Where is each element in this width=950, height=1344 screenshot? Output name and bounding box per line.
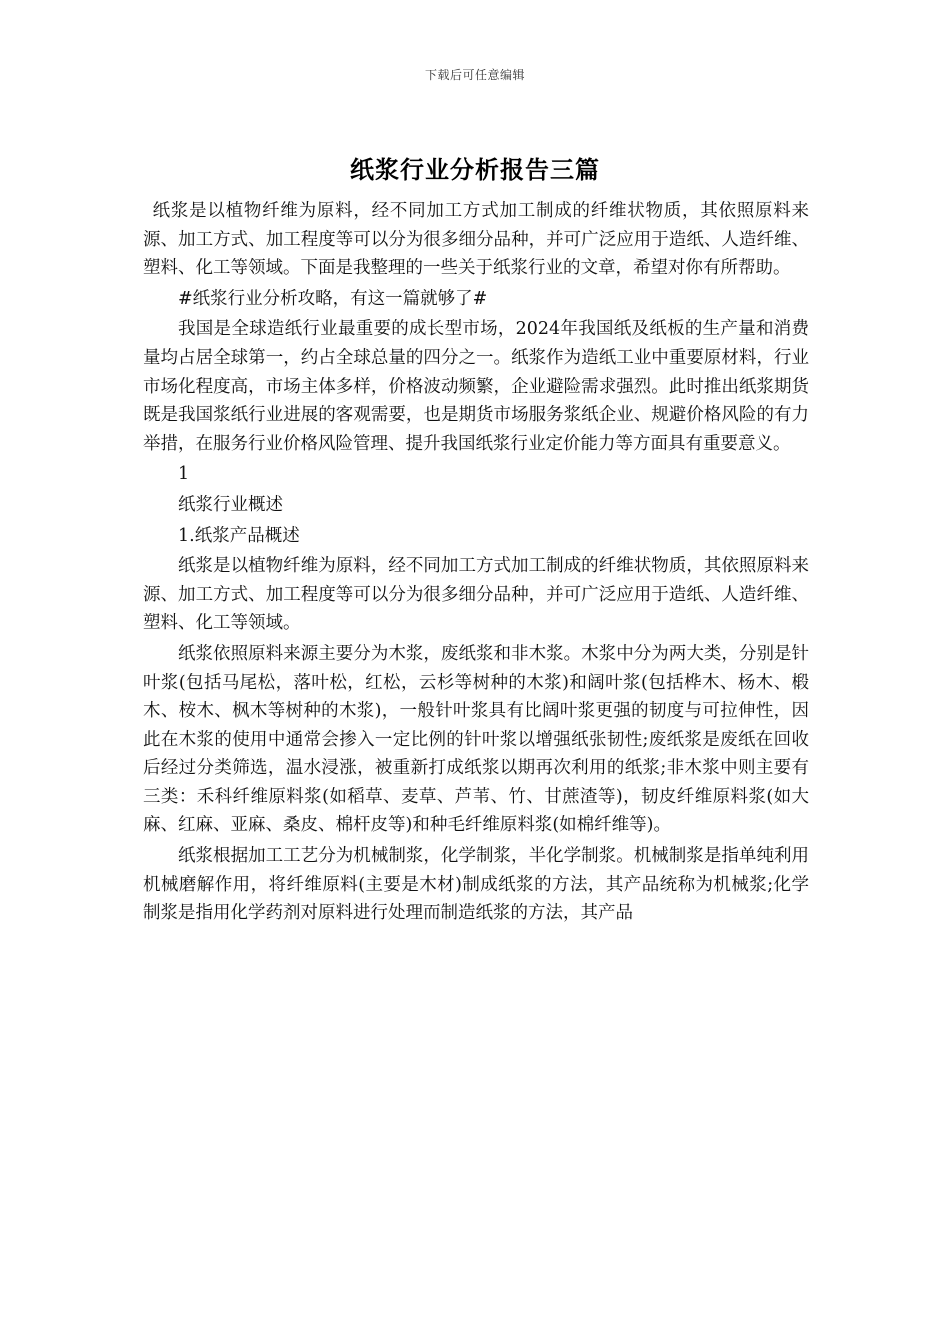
document-body <box>143 197 809 928</box>
body-paragraph: 纸浆是以植物纤维为原料，经不同加工方式加工制成的纤维状物质，其依照原料来源、加工方式、加工程度等可以分为很多细分品种，并可广泛应用于造纸、人造纤维、塑料、化工等领域。 <box>143 556 809 634</box>
header-note: 下载后可任意编辑 <box>424 68 525 82</box>
body-paragraph: 纸浆依照原料来源主要分为木浆，废纸浆和非木浆。木浆中分为两大类，分别是针叶浆(包括马尾松，落叶松，红松，云杉等树种的木浆)和阔叶浆(包括桦木、杨木、椴木、桉木、枫木等树种的木浆)，一般针叶浆具有比阔叶浆更强的韧度与可拉伸性，因此在木浆的使用中通常会掺入一定比例的针叶浆以增强纸张韧性;废纸浆是废纸在回收后经过分类筛选，温水浸涨，被重新打成纸浆以期再次利用的纸浆;非木浆中则主要有三类：禾科纤维原料浆(如稻草、麦草、芦苇、竹、甘蔗渣等)，韧皮纤维原料浆(如大麻、红麻、亚麻、桑皮、棉杆皮等)和种毛纤维原料浆(如棉纤维等)。 <box>143 643 809 836</box>
intro-paragraph: 纸浆是以植物纤维为原料，经不同加工方式加工制成的纤维状物质，其依照原料来源、加工方式、加工程度等可以分为很多细分品种，并可广泛应用于造纸、人造纤维、塑料、化工等领域。下面是我整理的一些关于纸浆行业的文章，希望对你有所帮助。 <box>143 201 809 279</box>
body-paragraph: 我国是全球造纸行业最重要的成长型市场，2024年我国纸及纸板的生产量和消费量均占居全球第一，约占全球总量的四分之一。纸浆作为造纸工业中重要原材料，行业市场化程度高，市场主体多样，价格波动频繁，企业避险需求强烈。此时推出纸浆期货既是我国浆纸行业进展的客观需要，也是期货市场服务浆纸企业、规避价格风险的有力举措，在服务行业价格风险管理、提升我国纸浆行业定价能力等方面具有重要意义。 <box>143 319 809 454</box>
section-number: 1 <box>178 464 190 485</box>
body-paragraph: 纸浆根据加工工艺分为机械制浆，化学制浆，半化学制浆。机械制浆是指单纯利用机械磨解作用，将纤维原料(主要是木材)制成纸浆的方法，其产品统称为机械浆;化学制浆是指用化学药剂对原料进行处理而制造纸浆的方法，其产品 <box>143 846 809 924</box>
document-title: 纸浆行业分析报告三篇 <box>350 155 600 184</box>
subsection-heading: 1.纸浆产品概述 <box>178 525 300 546</box>
section-heading: 纸浆行业概述 <box>178 494 283 515</box>
hashtag-line: #纸浆行业分析攻略，有这一篇就够了# <box>178 288 488 309</box>
